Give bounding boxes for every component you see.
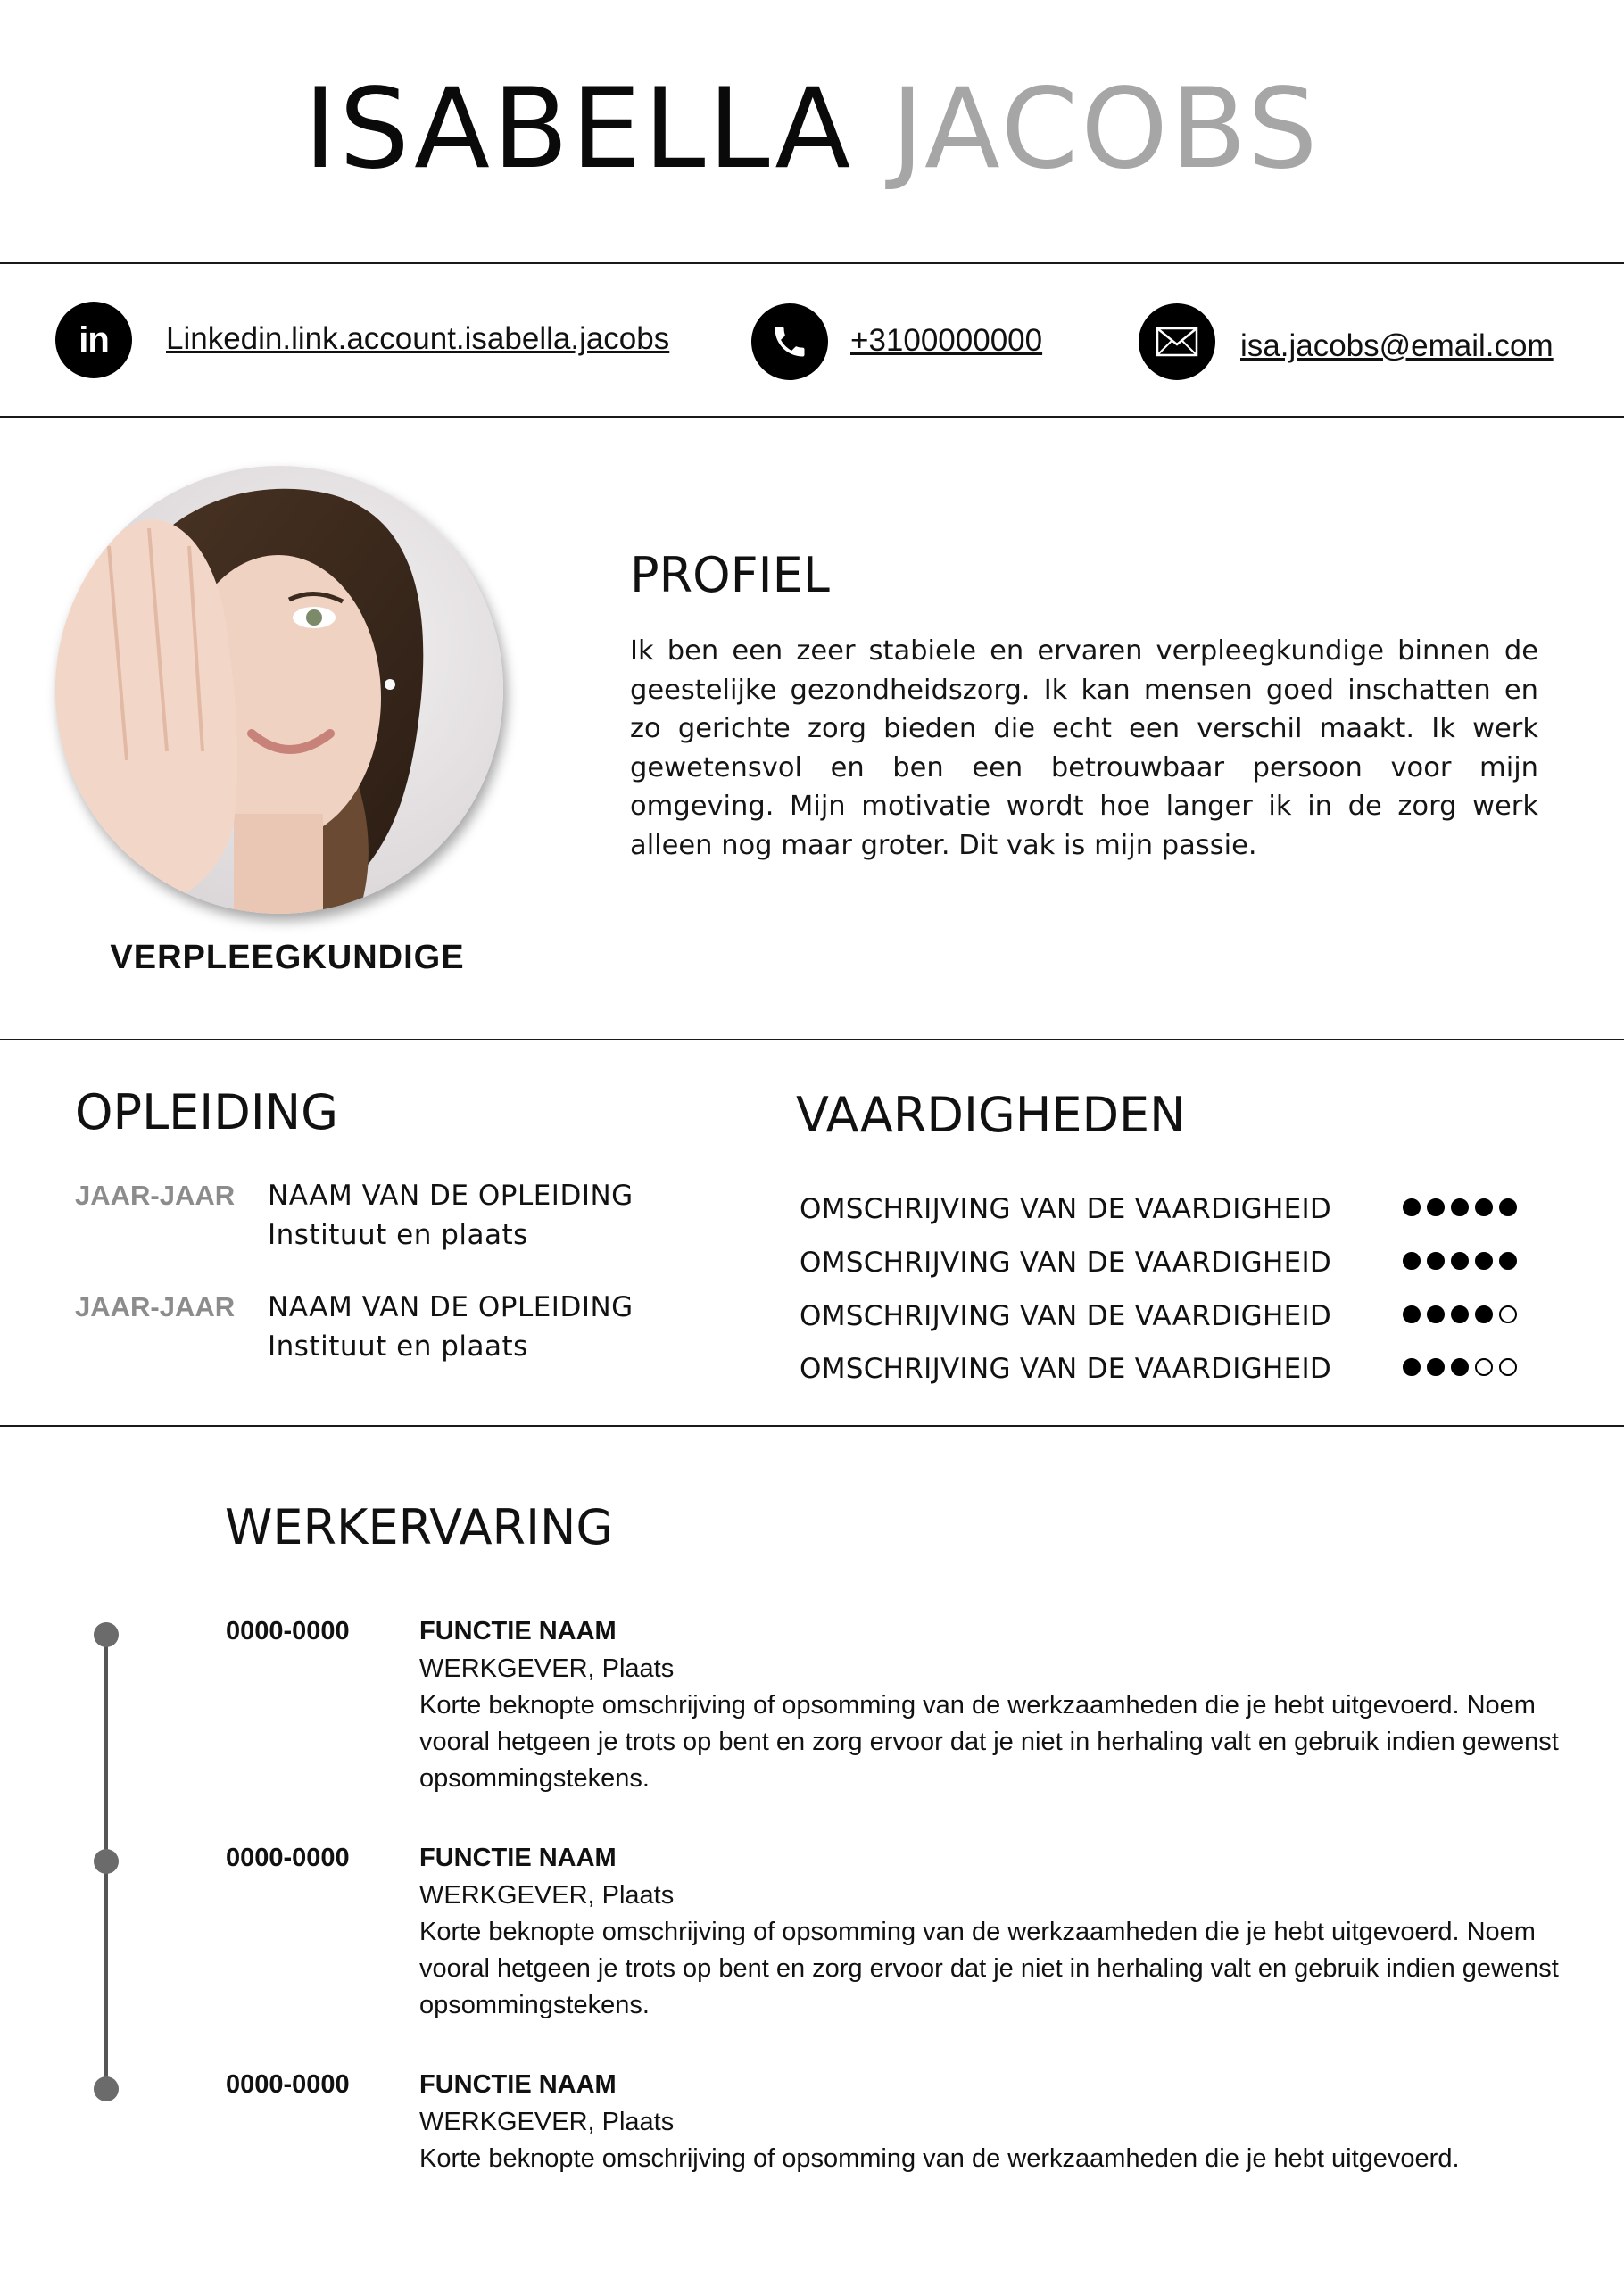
rating-dot-filled [1451, 1358, 1469, 1376]
rating-dot-filled [1427, 1252, 1445, 1270]
email-icon[interactable] [1139, 303, 1215, 380]
linkedin-link[interactable]: Linkedin.link.account.isabella.jacobs [166, 321, 670, 356]
rating-dot-filled [1427, 1358, 1445, 1376]
linkedin-icon-glyph: in [79, 319, 109, 360]
profile-photo [55, 466, 503, 914]
job-years: 0000-0000 [226, 1617, 350, 1645]
divider [0, 1425, 1624, 1427]
resume-name [0, 62, 1624, 196]
education-institute: Instituut en plaats [268, 1330, 528, 1363]
skills-title: VAARDIGHEDEN [796, 1087, 1186, 1143]
envelope-icon [1156, 327, 1198, 357]
skill-rating [1403, 1305, 1517, 1323]
education-years: JAAR-JAAR [75, 1291, 236, 1322]
profile-text: Ik ben een zeer stabiele en ervaren verpleegkundige binnen de geestelijke gezondheidszorg. Ik kan mensen goed inschatten en zo gerichte zorg bieden die echt een verschil maakt. Ik werk gewetensvol en ben een betrouwbaar persoon voor mijn omgeving. Mijn motivatie wordt hoe langer ik in de zorg werk alleen nog maar groter. Dit vak is mijn passie. [630, 635, 1538, 861]
rating-dot-filled [1499, 1252, 1517, 1270]
rating-dot-empty [1499, 1305, 1517, 1323]
rating-dot-filled [1403, 1358, 1421, 1376]
divider [0, 416, 1624, 418]
rating-dot-filled [1475, 1198, 1493, 1216]
rating-dot-filled [1499, 1198, 1517, 1216]
job-employer: WERKGEVER, Plaats [419, 1881, 675, 1910]
job-employer: WERKGEVER, Plaats [419, 2108, 675, 2136]
profile-title: PROFIEL [630, 547, 830, 603]
rating-dot-filled [1451, 1305, 1469, 1323]
education-name: NAAM VAN DE OPLEIDING [268, 1291, 634, 1323]
job-description: Korte beknopte omschrijving of opsomming van de werkzaamheden die je hebt uitgevoerd. [419, 2144, 1460, 2173]
timeline-dot [94, 1622, 119, 1647]
skill-label: OMSCHRIJVING VAN DE VAARDIGHEID [800, 1247, 1332, 1279]
education-title: OPLEIDING [75, 1084, 338, 1140]
job-description: Korte beknopte omschrijving of opsomming van de werkzaamheden die je hebt uitgevoerd. Noem vooral hetgeen je trots op bent en zorg ervoor dat je niet in herhaling valt en gebruik indien gewenst opsommingstekens. [419, 1918, 1559, 2019]
phone-icon[interactable] [751, 303, 828, 380]
job-employer: WERKGEVER, Plaats [419, 1654, 675, 1683]
phone-icon-svg [770, 322, 809, 361]
job-role: VERPLEEGKUNDIGE [110, 939, 465, 976]
rating-dot-filled [1403, 1198, 1421, 1216]
rating-dot-filled [1475, 1305, 1493, 1323]
job-years: 0000-0000 [226, 2070, 350, 2099]
job-years: 0000-0000 [226, 1844, 350, 1872]
timeline-dot [94, 2076, 119, 2101]
rating-dot-empty [1475, 1358, 1493, 1376]
email-link[interactable]: isa.jacobs@email.com [1240, 328, 1554, 363]
timeline-dot [94, 1849, 119, 1874]
divider [0, 262, 1624, 264]
skill-label: OMSCHRIJVING VAN DE VAARDIGHEID [800, 1193, 1332, 1225]
education-name: NAAM VAN DE OPLEIDING [268, 1180, 634, 1212]
skill-label: OMSCHRIJVING VAN DE VAARDIGHEID [800, 1300, 1332, 1332]
first-name: ISABELLA [303, 65, 854, 194]
education-institute: Instituut en plaats [268, 1219, 528, 1251]
rating-dot-filled [1403, 1305, 1421, 1323]
job-title: FUNCTIE NAAM [419, 2070, 617, 2099]
rating-dot-empty [1499, 1358, 1517, 1376]
skill-label: OMSCHRIJVING VAN DE VAARDIGHEID [800, 1353, 1332, 1385]
job-title: FUNCTIE NAAM [419, 1617, 617, 1645]
rating-dot-filled [1427, 1305, 1445, 1323]
last-name: JACOBS [891, 65, 1321, 194]
rating-dot-filled [1403, 1252, 1421, 1270]
skill-rating [1403, 1198, 1517, 1216]
divider [0, 1039, 1624, 1040]
portrait-image [55, 466, 503, 914]
linkedin-icon[interactable] [55, 302, 132, 378]
job-description: Korte beknopte omschrijving of opsomming van de werkzaamheden die je hebt uitgevoerd. Noem vooral hetgeen je trots op bent en zorg ervoor dat je niet in herhaling valt en gebruik indien gewenst opsommingstekens. [419, 1691, 1559, 1793]
job-title: FUNCTIE NAAM [419, 1844, 617, 1872]
rating-dot-filled [1451, 1252, 1469, 1270]
rating-dot-filled [1475, 1252, 1493, 1270]
skill-rating [1403, 1252, 1517, 1270]
skill-rating [1403, 1358, 1517, 1376]
rating-dot-filled [1451, 1198, 1469, 1216]
phone-link[interactable]: +3100000000 [850, 323, 1043, 358]
rating-dot-filled [1427, 1198, 1445, 1216]
experience-title: WERKERVARING [225, 1499, 614, 1555]
education-years: JAAR-JAAR [75, 1180, 236, 1211]
